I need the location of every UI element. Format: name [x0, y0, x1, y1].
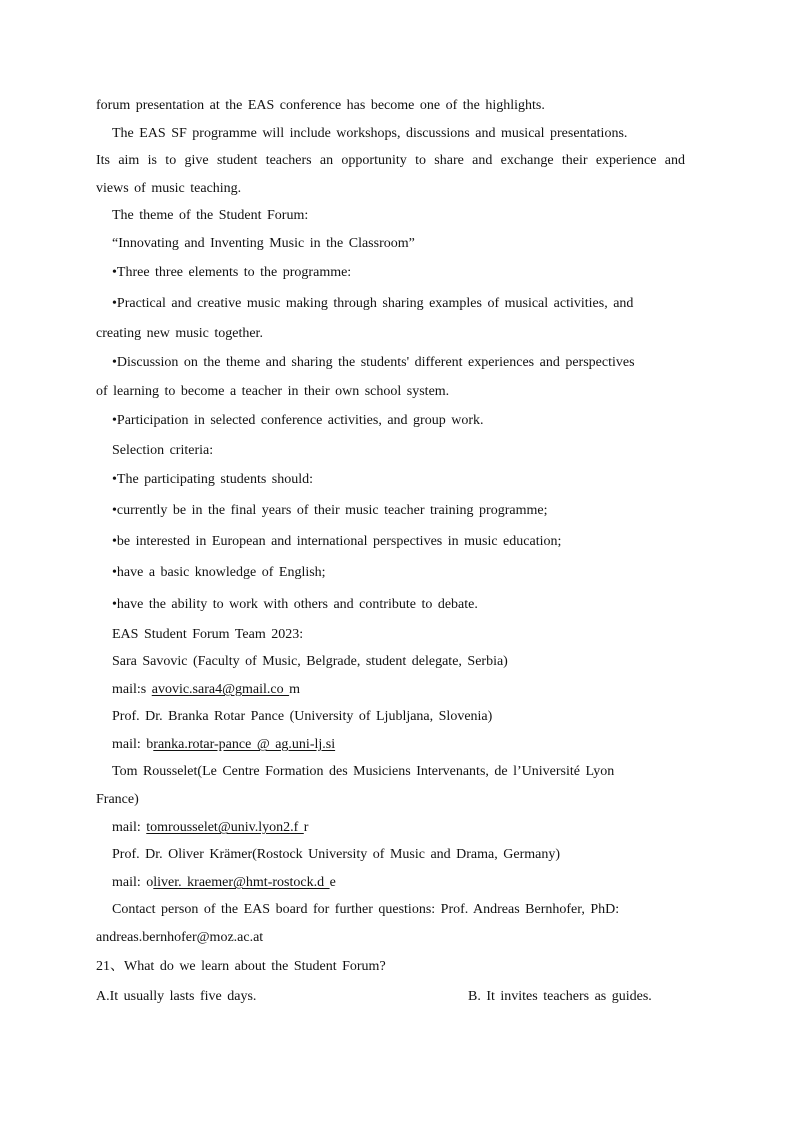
programme-description-line: views of music teaching.: [96, 181, 242, 196]
team-heading: EAS Student Forum Team 2023:: [112, 627, 304, 642]
team-member-name: Prof. Dr. Oliver Krämer(Rostock University of Music and Drama, Germany): [112, 847, 561, 862]
programme-item-continued: of learning to become a teacher in their own school system.: [96, 384, 450, 399]
email-link[interactable]: avovic.sara4@gmail.co: [151, 682, 290, 697]
programme-heading: •Three three elements to the programme:: [112, 265, 352, 280]
mail-tail: r: [303, 820, 309, 835]
mail-tail: m: [289, 682, 300, 697]
programme-description-line: The EAS SF programme will include workshops, discussions and musical presentations.: [112, 126, 628, 141]
email-link[interactable]: liver. kraemer@hmt-rostock.d: [153, 875, 330, 890]
email-link[interactable]: ranka.rotar-pance @ ag.uni-lj.si: [153, 737, 336, 752]
team-member-mail: [112, 736, 335, 754]
programme-description-line: Its aim is to give student teachers an opportunity to share and exchange their experience and: [96, 153, 685, 168]
option-b: B. It invites teachers as guides.: [468, 989, 652, 1004]
team-member-mail: [112, 874, 336, 892]
programme-item: •Participation in selected conference activities, and group work.: [112, 413, 484, 428]
team-member-name-continued: France): [96, 792, 139, 807]
mail-label: mail: b: [112, 737, 154, 752]
mail-label: mail:s: [112, 682, 152, 697]
team-member-name: Tom Rousselet(Le Centre Formation des Musiciens Intervenants, de l’Université Lyon: [112, 764, 615, 779]
intro-paragraph-end: forum presentation at the EAS conference has become one of the highlights.: [96, 98, 545, 113]
theme-title: “Innovating and Inventing Music in the Classroom”: [112, 236, 415, 251]
mail-tail: e: [329, 875, 336, 890]
theme-label: The theme of the Student Forum:: [112, 208, 309, 223]
programme-item: •Practical and creative music making through sharing examples of musical activities, and: [112, 296, 634, 311]
answer-options-row: [96, 988, 696, 1006]
programme-item: •Discussion on the theme and sharing the students' different experiences and perspectives: [112, 355, 635, 370]
question-stem: 21、What do we learn about the Student Forum?: [96, 959, 386, 974]
criteria-label: Selection criteria:: [112, 443, 214, 458]
criteria-item: •currently be in the final years of their music teacher training programme;: [112, 503, 548, 518]
programme-item-continued: creating new music together.: [96, 326, 263, 341]
contact-line: Contact person of the EAS board for further questions: Prof. Andreas Bernhofer, PhD:: [112, 902, 620, 917]
mail-label: mail:: [112, 820, 147, 835]
team-member-mail: [112, 819, 308, 837]
criteria-item: •have the ability to work with others and contribute to debate.: [112, 597, 478, 612]
team-member-mail: [112, 681, 300, 699]
criteria-intro: •The participating students should:: [112, 472, 314, 487]
contact-email: andreas.bernhofer@moz.ac.at: [96, 930, 264, 945]
criteria-item: •have a basic knowledge of English;: [112, 565, 326, 580]
option-a: A.It usually lasts five days.: [96, 989, 257, 1004]
mail-label: mail: o: [112, 875, 154, 890]
team-member-name: Sara Savovic (Faculty of Music, Belgrade, student delegate, Serbia): [112, 654, 508, 669]
criteria-item: •be interested in European and international perspectives in music education;: [112, 534, 562, 549]
email-link[interactable]: tomrousselet@univ.lyon2.f: [146, 820, 304, 835]
team-member-name: Prof. Dr. Branka Rotar Pance (University of Ljubljana, Slovenia): [112, 709, 493, 724]
